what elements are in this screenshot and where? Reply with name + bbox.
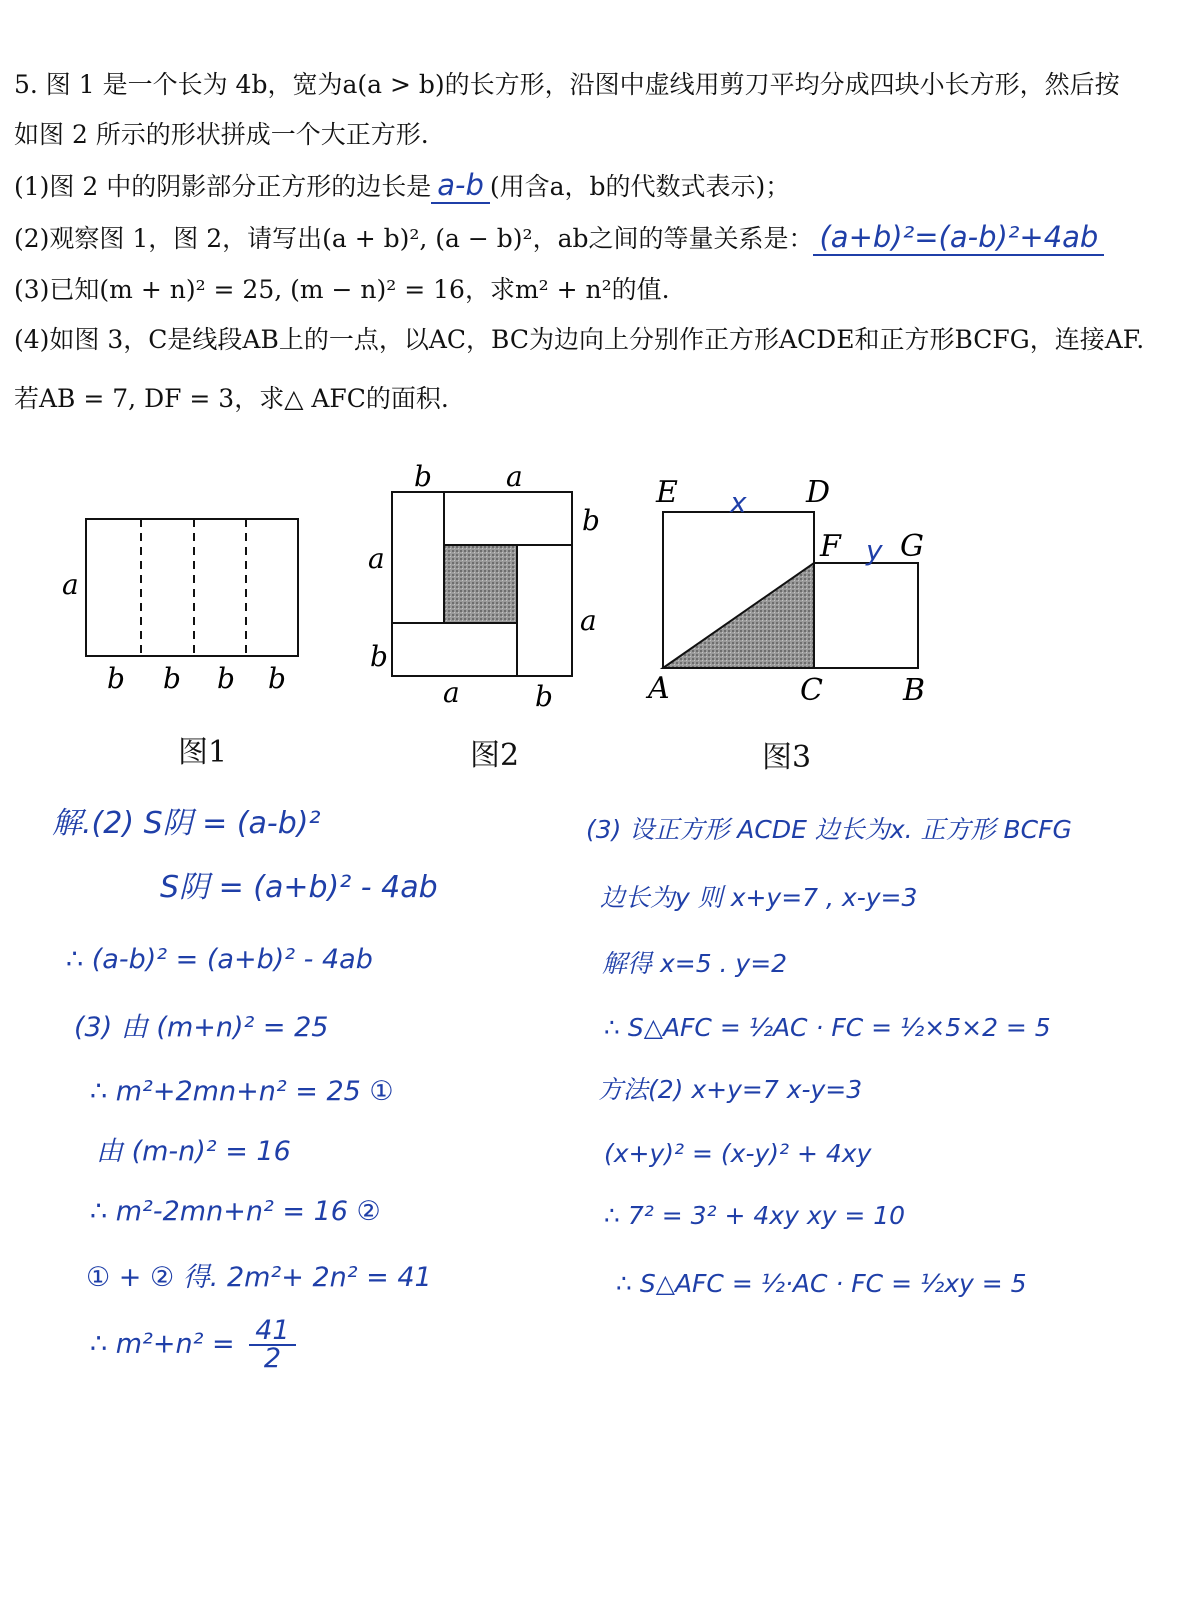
sol-left-3: ∴ (a-b)² = (a+b)² - 4ab <box>66 944 373 975</box>
fig1-caption: 图1 <box>178 735 228 770</box>
part-2 <box>14 222 1104 254</box>
part-1-suffix: (用含a，b的代数式表示)； <box>489 172 791 201</box>
sol-left-7: ∴ m²-2mn+n² = 16 ② <box>90 1196 381 1227</box>
fig1-rectangle <box>86 519 298 656</box>
fig3-label-c: C <box>800 673 823 708</box>
part-1-answer: a-b <box>431 168 490 204</box>
part-2-prefix: (2)观察图 1，图 2，请写出(a + b)², (a − b)²，ab之间的等量关系是： <box>14 224 814 253</box>
fig1-label-b-1: b <box>107 662 125 695</box>
part-1-prefix: (1)图 2 中的阴影部分正方形的边长是 <box>14 172 432 201</box>
fig2-label-left-a: a <box>368 542 385 575</box>
problem-line-1: 5. 图 1 是一个长为 4b，宽为a(a > b)的长方形，沿图中虚线用剪刀平均分成四块小长方形，然后按 <box>14 70 1120 99</box>
fig2-label-bottom-b: b <box>535 680 553 713</box>
fig2-label-bottom-a: a <box>443 676 460 709</box>
fig2-shaded-square <box>444 545 517 623</box>
part-1 <box>14 170 790 202</box>
fig2-label-top-b: b <box>414 460 432 493</box>
sol-left-6: 由 (m-n)² = 16 <box>96 1136 291 1167</box>
sol-right-6: (x+y)² = (x-y)² + 4xy <box>604 1139 872 1168</box>
fig3-caption: 图3 <box>762 740 812 775</box>
part-2-answer: (a+b)²=(a-b)²+4ab <box>813 220 1104 256</box>
sol-left-9-fraction <box>249 1315 295 1374</box>
sol-left-9-text: ∴ m²+n² = <box>90 1328 235 1360</box>
fig2-label-top-a: a <box>506 460 523 493</box>
fig3-label-a: A <box>648 671 670 706</box>
fig3-label-e: E <box>656 475 678 510</box>
fig1-label-b-4: b <box>268 662 286 695</box>
part-3: (3)已知(m + n)² = 25, (m − n)² = 16，求m² + n²的值. <box>14 275 670 304</box>
sol-right-2: 边长为y 则 x+y=7 , x-y=3 <box>600 883 918 912</box>
sol-left-5: ∴ m²+2mn+n² = 25 ① <box>90 1076 394 1107</box>
fig2-caption: 图2 <box>470 738 520 773</box>
sol-left-4: (3) 由 (m+n)² = 25 <box>74 1012 329 1043</box>
sol-right-7: ∴ 7² = 3² + 4xy xy = 10 <box>604 1201 906 1230</box>
sol-left-2: S阴 = (a+b)² - 4ab <box>160 870 438 905</box>
fig2-label-left-b: b <box>370 640 388 673</box>
fig3-hw-x: x <box>730 486 747 519</box>
fig1-label-a: a <box>62 568 79 601</box>
figure-1 <box>62 519 298 695</box>
fig3-square-bcfg <box>814 563 918 668</box>
sol-right-5: 方法(2) x+y=7 x-y=3 <box>598 1075 863 1104</box>
fig1-label-b-2: b <box>163 662 181 695</box>
sol-right-8: ∴ S△AFC = ½·AC · FC = ½xy = 5 <box>616 1269 1027 1298</box>
fig2-label-right-b: b <box>582 504 600 537</box>
part-4-line-2: 若AB = 7, DF = 3，求△ AFC的面积. <box>14 384 449 413</box>
sol-right-1: (3) 设正方形 ACDE 边长为x. 正方形 BCFG <box>586 815 1072 844</box>
fig3-hw-y: y <box>866 534 883 567</box>
figure-3 <box>645 475 925 708</box>
fig3-shaded-triangle-afc <box>663 563 814 668</box>
fraction-denominator: 2 <box>263 1343 282 1374</box>
fraction-numerator: 41 <box>249 1318 295 1346</box>
fig3-label-g: G <box>900 529 924 564</box>
fig3-label-f: F <box>820 529 841 564</box>
sol-right-3: 解得 x=5 . y=2 <box>602 949 788 978</box>
fig3-label-b: B <box>903 673 926 708</box>
part-4-line-1: (4)如图 3，C是线段AB上的一点，以AC，BC为边向上分别作正方形ACDE和正方形BCFG，连接AF. <box>14 325 1145 354</box>
sol-left-8: ① + ② 得. 2m²+ 2n² = 41 <box>86 1262 432 1293</box>
sol-right-4: ∴ S△AFC = ½AC · FC = ½×5×2 = 5 <box>604 1013 1051 1042</box>
sol-left-1: 解.(2) S阴 = (a-b)² <box>52 806 321 841</box>
sol-left-9 <box>90 1315 296 1374</box>
figure-2 <box>368 460 600 713</box>
fig2-label-right-a: a <box>580 604 597 637</box>
fig3-label-d: D <box>806 475 831 510</box>
fig1-label-b-3: b <box>217 662 235 695</box>
problem-line-2: 如图 2 所示的形状拼成一个大正方形. <box>14 120 429 149</box>
